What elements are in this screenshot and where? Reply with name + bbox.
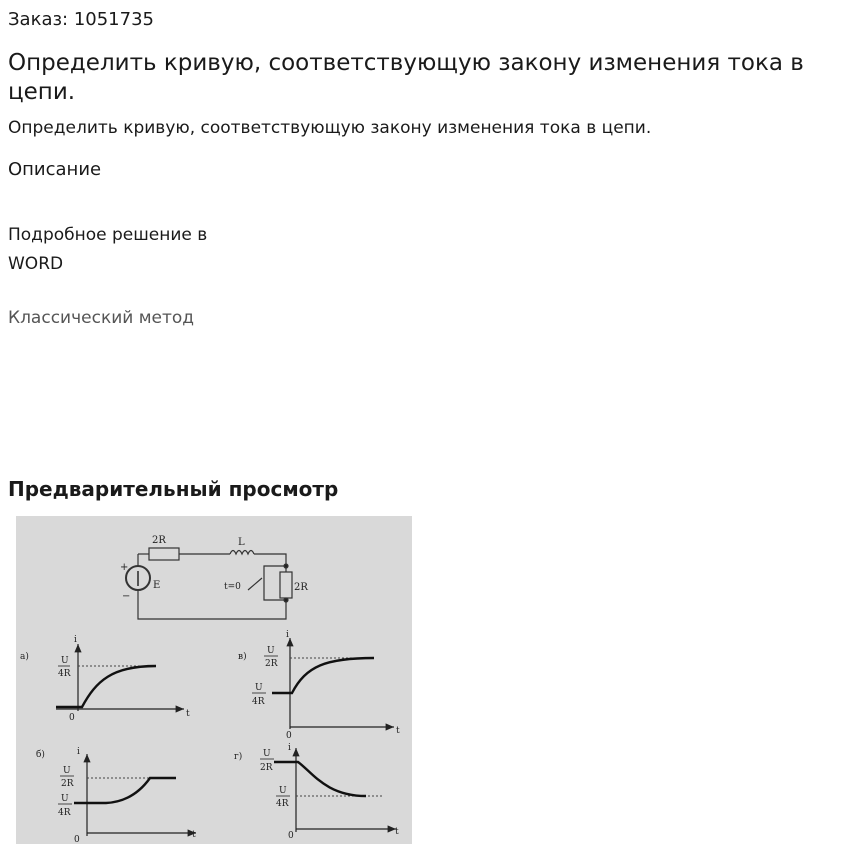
description-heading: Описание — [8, 159, 102, 180]
num2-v: U — [255, 683, 263, 693]
method-text: Классический метод — [8, 308, 195, 328]
den1-b: 2R — [61, 779, 74, 789]
resistor-top — [149, 548, 179, 560]
num-a: U — [61, 656, 69, 666]
curve-g — [274, 762, 366, 796]
preview-image — [16, 516, 412, 844]
den2-b: 4R — [58, 808, 71, 818]
den1-v: 2R — [265, 659, 278, 669]
resistor-right-label: 2R — [294, 582, 308, 593]
circuit-diagram — [126, 548, 292, 619]
plot-g — [234, 743, 399, 841]
page-title: Определить кривую, соответствующую закону изменения тока в цепи. — [8, 50, 804, 105]
num1-g: U — [263, 749, 271, 759]
source-label: E — [153, 580, 161, 591]
label-a: а) — [20, 652, 29, 662]
task-text: Определить кривую, соответствующую закону изменения тока в цепи. — [8, 118, 652, 138]
zero-a: 0 — [69, 713, 75, 723]
plot-a — [20, 635, 190, 723]
inductor — [230, 551, 254, 555]
zero-g: 0 — [288, 831, 294, 841]
zero-v: 0 — [286, 731, 292, 741]
plot-v — [238, 630, 400, 741]
inductor-label: L — [238, 537, 245, 548]
order-number: Заказ: 1051735 — [8, 9, 154, 30]
num1-v: U — [267, 646, 275, 656]
label-g: г) — [234, 752, 243, 762]
axis-t-g: t — [395, 827, 399, 837]
den-a: 4R — [58, 669, 71, 679]
zero-b: 0 — [74, 835, 80, 844]
axis-i-g: i — [288, 743, 291, 753]
num2-b: U — [61, 794, 69, 804]
plot-b — [36, 747, 196, 844]
axis-i-b: i — [77, 747, 80, 757]
num1-b: U — [63, 766, 71, 776]
den2-v: 4R — [252, 697, 265, 707]
curve-a — [56, 666, 156, 707]
preview-heading: Предварительный просмотр — [8, 477, 339, 501]
curve-b — [74, 778, 176, 803]
den1-g: 2R — [260, 763, 273, 773]
axis-t-b: t — [192, 830, 196, 840]
axis-t-a: t — [186, 709, 190, 719]
curve-v — [272, 658, 374, 693]
label-b: б) — [36, 750, 45, 760]
resistor-right — [280, 572, 292, 598]
num2-g: U — [279, 786, 287, 796]
switch-label: t=0 — [224, 582, 241, 592]
task-figure — [16, 516, 412, 844]
axis-i-v: i — [286, 630, 289, 640]
plus-sign: + — [120, 562, 129, 573]
label-v: в) — [238, 652, 247, 662]
axis-i-a: i — [74, 635, 77, 645]
axis-t-v: t — [396, 726, 400, 736]
switch-blade — [248, 578, 262, 590]
resistor-top-label: 2R — [152, 535, 166, 546]
solution-note: Подробное решение в WORD — [8, 225, 208, 274]
minus-sign: − — [122, 591, 131, 602]
den2-g: 4R — [276, 799, 289, 809]
